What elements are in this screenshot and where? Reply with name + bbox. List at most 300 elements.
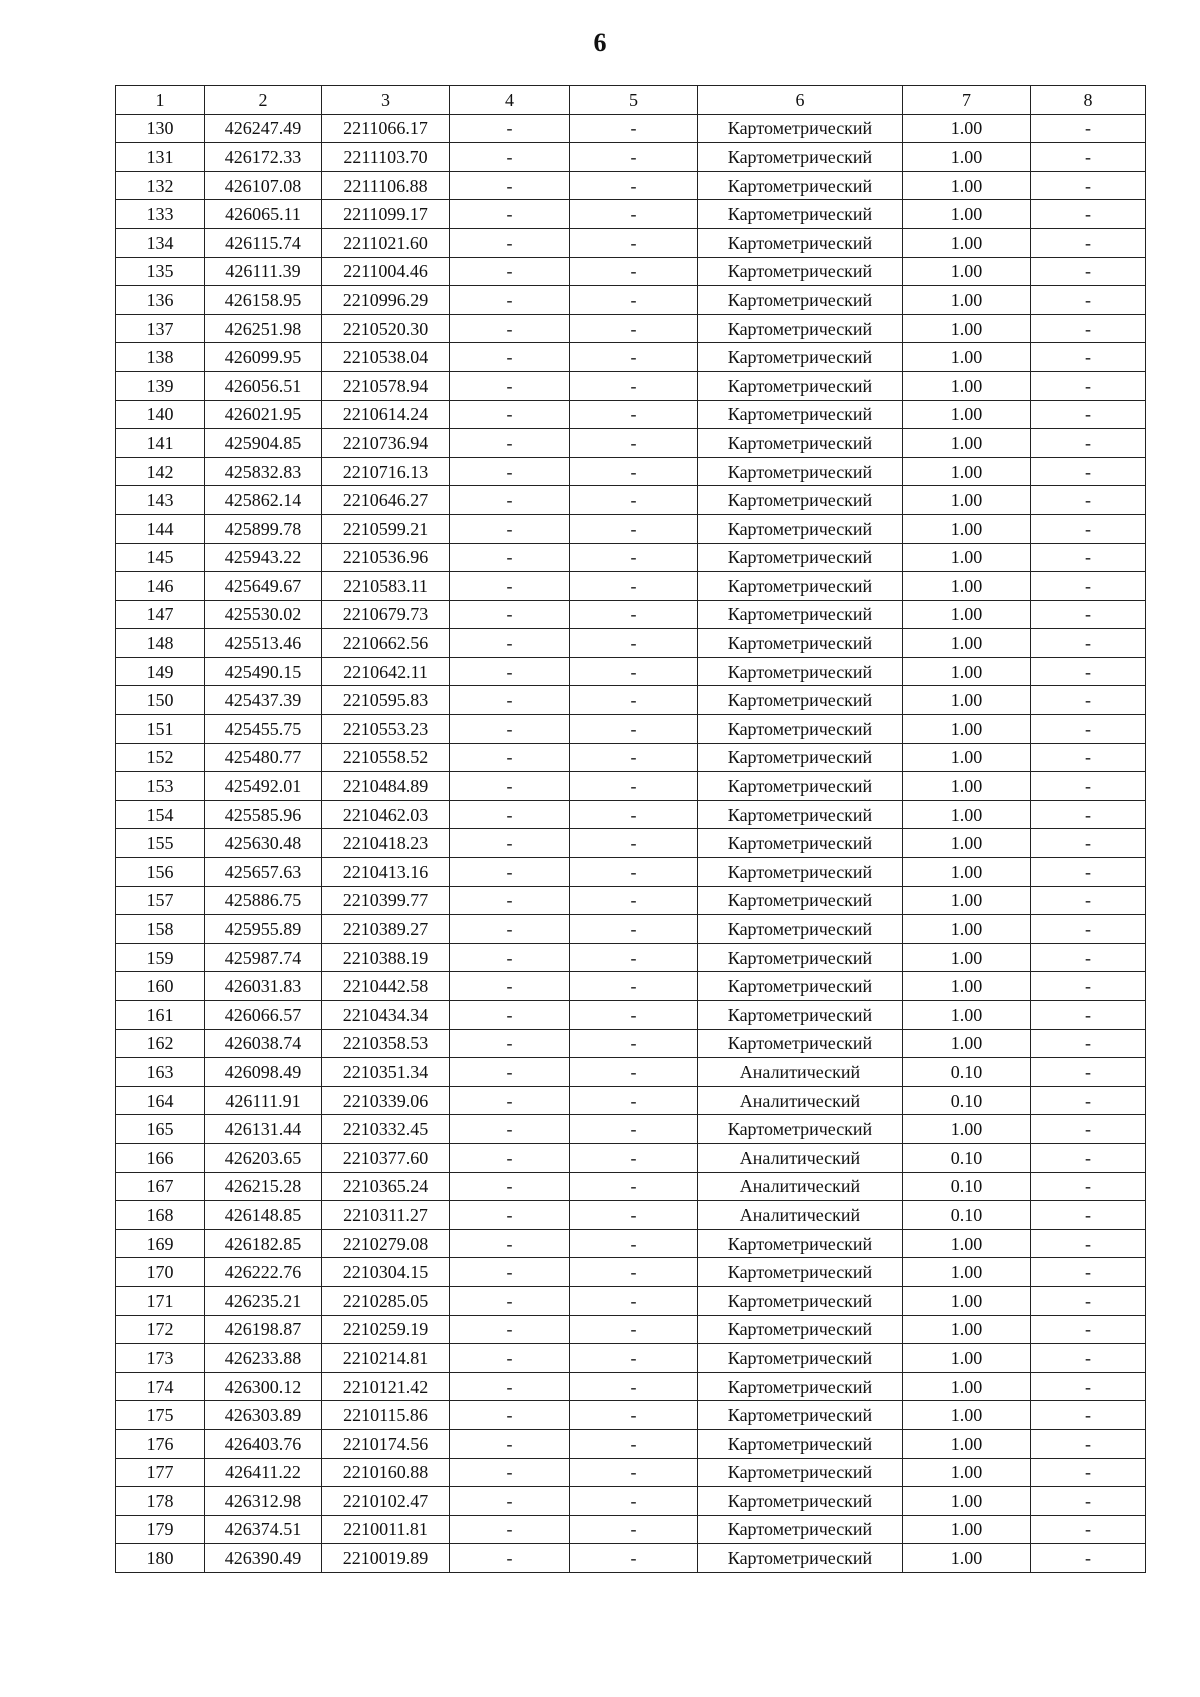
point-number-cell: 165 [116, 1115, 205, 1144]
x-coordinate-cell: 426098.49 [205, 1058, 322, 1087]
point-number-cell: 147 [116, 600, 205, 629]
y-coordinate-cell: 2210583.11 [322, 572, 450, 601]
table-row [116, 1001, 1146, 1030]
x-coordinate-cell: 425455.75 [205, 715, 322, 744]
col8-cell: - [1031, 200, 1146, 229]
table-row [116, 200, 1146, 229]
table-row [116, 915, 1146, 944]
col8-cell: - [1031, 772, 1146, 801]
table-row [116, 686, 1146, 715]
col8-cell: - [1031, 371, 1146, 400]
col8-cell: - [1031, 343, 1146, 372]
x-coordinate-cell: 426251.98 [205, 314, 322, 343]
x-coordinate-cell: 425437.39 [205, 686, 322, 715]
col4-cell: - [450, 171, 570, 200]
coordinates-table [115, 85, 1146, 1573]
col5-cell: - [570, 1229, 698, 1258]
col5-cell: - [570, 1315, 698, 1344]
point-number-cell: 169 [116, 1229, 205, 1258]
point-number-cell: 141 [116, 429, 205, 458]
x-coordinate-cell: 425657.63 [205, 858, 322, 887]
x-coordinate-cell: 425492.01 [205, 772, 322, 801]
col5-cell: - [570, 1086, 698, 1115]
y-coordinate-cell: 2210462.03 [322, 800, 450, 829]
point-number-cell: 133 [116, 200, 205, 229]
x-coordinate-cell: 426303.89 [205, 1401, 322, 1430]
x-coordinate-cell: 425649.67 [205, 572, 322, 601]
method-cell: Картометрический [698, 543, 903, 572]
table-row [116, 1029, 1146, 1058]
point-number-cell: 137 [116, 314, 205, 343]
col4-cell: - [450, 858, 570, 887]
y-coordinate-cell: 2210642.11 [322, 657, 450, 686]
col4-cell: - [450, 1172, 570, 1201]
point-number-cell: 151 [116, 715, 205, 744]
accuracy-cell: 1.00 [903, 1344, 1031, 1373]
y-coordinate-cell: 2211103.70 [322, 143, 450, 172]
x-coordinate-cell: 426056.51 [205, 371, 322, 400]
method-cell: Картометрический [698, 772, 903, 801]
col5-cell: - [570, 629, 698, 658]
method-cell: Картометрический [698, 514, 903, 543]
y-coordinate-cell: 2210279.08 [322, 1229, 450, 1258]
col5-cell: - [570, 972, 698, 1001]
col8-cell: - [1031, 972, 1146, 1001]
col8-cell: - [1031, 314, 1146, 343]
table-row [116, 1115, 1146, 1144]
col8-cell: - [1031, 1487, 1146, 1516]
x-coordinate-cell: 426065.11 [205, 200, 322, 229]
x-coordinate-cell: 425862.14 [205, 486, 322, 515]
col4-cell: - [450, 371, 570, 400]
y-coordinate-cell: 2210358.53 [322, 1029, 450, 1058]
accuracy-cell: 1.00 [903, 228, 1031, 257]
col8-cell: - [1031, 1001, 1146, 1030]
table-row [116, 371, 1146, 400]
accuracy-cell: 1.00 [903, 1544, 1031, 1573]
x-coordinate-cell: 426038.74 [205, 1029, 322, 1058]
col5-cell: - [570, 600, 698, 629]
method-cell: Картометрический [698, 1372, 903, 1401]
method-cell: Картометрический [698, 1029, 903, 1058]
y-coordinate-cell: 2210553.23 [322, 715, 450, 744]
table-row [116, 1172, 1146, 1201]
accuracy-cell: 1.00 [903, 1429, 1031, 1458]
y-coordinate-cell: 2210578.94 [322, 371, 450, 400]
table-row [116, 972, 1146, 1001]
col5-cell: - [570, 886, 698, 915]
col5-cell: - [570, 371, 698, 400]
col8-cell: - [1031, 1029, 1146, 1058]
x-coordinate-cell: 426148.85 [205, 1201, 322, 1230]
accuracy-cell: 1.00 [903, 629, 1031, 658]
table-row [116, 1258, 1146, 1287]
col4-cell: - [450, 1143, 570, 1172]
col4-cell: - [450, 600, 570, 629]
col4-cell: - [450, 1401, 570, 1430]
method-cell: Картометрический [698, 1515, 903, 1544]
x-coordinate-cell: 426182.85 [205, 1229, 322, 1258]
accuracy-cell: 1.00 [903, 915, 1031, 944]
y-coordinate-cell: 2210389.27 [322, 915, 450, 944]
y-coordinate-cell: 2210160.88 [322, 1458, 450, 1487]
point-number-cell: 157 [116, 886, 205, 915]
col4-cell: - [450, 1487, 570, 1516]
col5-cell: - [570, 1544, 698, 1573]
table-row [116, 114, 1146, 143]
table-row [116, 143, 1146, 172]
column-header: 5 [570, 86, 698, 115]
col5-cell: - [570, 171, 698, 200]
accuracy-cell: 1.00 [903, 1372, 1031, 1401]
accuracy-cell: 1.00 [903, 715, 1031, 744]
col4-cell: - [450, 1544, 570, 1573]
method-cell: Картометрический [698, 1429, 903, 1458]
table-row [116, 171, 1146, 200]
method-cell: Картометрический [698, 686, 903, 715]
col4-cell: - [450, 943, 570, 972]
x-coordinate-cell: 426222.76 [205, 1258, 322, 1287]
col5-cell: - [570, 200, 698, 229]
point-number-cell: 152 [116, 743, 205, 772]
table-row [116, 1372, 1146, 1401]
col8-cell: - [1031, 1143, 1146, 1172]
accuracy-cell: 1.00 [903, 343, 1031, 372]
y-coordinate-cell: 2210365.24 [322, 1172, 450, 1201]
point-number-cell: 180 [116, 1544, 205, 1573]
table-row [116, 1058, 1146, 1087]
y-coordinate-cell: 2210662.56 [322, 629, 450, 658]
col5-cell: - [570, 1458, 698, 1487]
table-row [116, 314, 1146, 343]
col8-cell: - [1031, 1429, 1146, 1458]
col8-cell: - [1031, 1544, 1146, 1573]
accuracy-cell: 1.00 [903, 886, 1031, 915]
table-row [116, 715, 1146, 744]
col4-cell: - [450, 915, 570, 944]
col5-cell: - [570, 1029, 698, 1058]
point-number-cell: 174 [116, 1372, 205, 1401]
table-row [116, 286, 1146, 315]
accuracy-cell: 1.00 [903, 1401, 1031, 1430]
method-cell: Картометрический [698, 1258, 903, 1287]
col4-cell: - [450, 1372, 570, 1401]
point-number-cell: 148 [116, 629, 205, 658]
col4-cell: - [450, 200, 570, 229]
y-coordinate-cell: 2210304.15 [322, 1258, 450, 1287]
col8-cell: - [1031, 543, 1146, 572]
accuracy-cell: 1.00 [903, 371, 1031, 400]
method-cell: Картометрический [698, 800, 903, 829]
point-number-cell: 154 [116, 800, 205, 829]
col5-cell: - [570, 143, 698, 172]
point-number-cell: 175 [116, 1401, 205, 1430]
table-row [116, 1286, 1146, 1315]
y-coordinate-cell: 2210716.13 [322, 457, 450, 486]
table-header-row [116, 86, 1146, 115]
col4-cell: - [450, 1086, 570, 1115]
y-coordinate-cell: 2210351.34 [322, 1058, 450, 1087]
col8-cell: - [1031, 514, 1146, 543]
col5-cell: - [570, 829, 698, 858]
col8-cell: - [1031, 1458, 1146, 1487]
accuracy-cell: 1.00 [903, 314, 1031, 343]
point-number-cell: 172 [116, 1315, 205, 1344]
accuracy-cell: 0.10 [903, 1201, 1031, 1230]
x-coordinate-cell: 426107.08 [205, 171, 322, 200]
method-cell: Картометрический [698, 943, 903, 972]
table-row [116, 657, 1146, 686]
y-coordinate-cell: 2210595.83 [322, 686, 450, 715]
x-coordinate-cell: 425513.46 [205, 629, 322, 658]
col5-cell: - [570, 1487, 698, 1516]
col4-cell: - [450, 1115, 570, 1144]
y-coordinate-cell: 2210599.21 [322, 514, 450, 543]
col8-cell: - [1031, 1172, 1146, 1201]
method-cell: Картометрический [698, 1458, 903, 1487]
col8-cell: - [1031, 829, 1146, 858]
x-coordinate-cell: 426300.12 [205, 1372, 322, 1401]
y-coordinate-cell: 2210115.86 [322, 1401, 450, 1430]
col4-cell: - [450, 1058, 570, 1087]
accuracy-cell: 1.00 [903, 543, 1031, 572]
method-cell: Картометрический [698, 486, 903, 515]
col8-cell: - [1031, 657, 1146, 686]
col5-cell: - [570, 1001, 698, 1030]
x-coordinate-cell: 426233.88 [205, 1344, 322, 1373]
column-header: 4 [450, 86, 570, 115]
accuracy-cell: 1.00 [903, 257, 1031, 286]
method-cell: Картометрический [698, 1115, 903, 1144]
point-number-cell: 163 [116, 1058, 205, 1087]
column-header: 7 [903, 86, 1031, 115]
y-coordinate-cell: 2210679.73 [322, 600, 450, 629]
col8-cell: - [1031, 886, 1146, 915]
col8-cell: - [1031, 572, 1146, 601]
table-row [116, 858, 1146, 887]
accuracy-cell: 1.00 [903, 686, 1031, 715]
col4-cell: - [450, 1258, 570, 1287]
accuracy-cell: 1.00 [903, 1115, 1031, 1144]
accuracy-cell: 1.00 [903, 743, 1031, 772]
point-number-cell: 142 [116, 457, 205, 486]
accuracy-cell: 1.00 [903, 572, 1031, 601]
col5-cell: - [570, 800, 698, 829]
y-coordinate-cell: 2210019.89 [322, 1544, 450, 1573]
col4-cell: - [450, 114, 570, 143]
method-cell: Картометрический [698, 1544, 903, 1573]
method-cell: Картометрический [698, 314, 903, 343]
y-coordinate-cell: 2210614.24 [322, 400, 450, 429]
point-number-cell: 132 [116, 171, 205, 200]
col5-cell: - [570, 858, 698, 887]
page-number: 6 [593, 28, 607, 57]
col5-cell: - [570, 686, 698, 715]
col8-cell: - [1031, 600, 1146, 629]
point-number-cell: 146 [116, 572, 205, 601]
col5-cell: - [570, 400, 698, 429]
x-coordinate-cell: 425832.83 [205, 457, 322, 486]
table-row [116, 514, 1146, 543]
table-row [116, 600, 1146, 629]
col4-cell: - [450, 800, 570, 829]
table-row [116, 1229, 1146, 1258]
method-cell: Картометрический [698, 257, 903, 286]
x-coordinate-cell: 426066.57 [205, 1001, 322, 1030]
col8-cell: - [1031, 858, 1146, 887]
y-coordinate-cell: 2211004.46 [322, 257, 450, 286]
col8-cell: - [1031, 800, 1146, 829]
col5-cell: - [570, 943, 698, 972]
point-number-cell: 167 [116, 1172, 205, 1201]
table-row [116, 457, 1146, 486]
x-coordinate-cell: 425630.48 [205, 829, 322, 858]
x-coordinate-cell: 425955.89 [205, 915, 322, 944]
col5-cell: - [570, 743, 698, 772]
col5-cell: - [570, 1429, 698, 1458]
accuracy-cell: 1.00 [903, 829, 1031, 858]
x-coordinate-cell: 426111.39 [205, 257, 322, 286]
col5-cell: - [570, 257, 698, 286]
col4-cell: - [450, 314, 570, 343]
col4-cell: - [450, 629, 570, 658]
y-coordinate-cell: 2210377.60 [322, 1143, 450, 1172]
method-cell: Картометрический [698, 1344, 903, 1373]
point-number-cell: 149 [116, 657, 205, 686]
accuracy-cell: 1.00 [903, 772, 1031, 801]
x-coordinate-cell: 426131.44 [205, 1115, 322, 1144]
method-cell: Картометрический [698, 629, 903, 658]
method-cell: Картометрический [698, 286, 903, 315]
point-number-cell: 150 [116, 686, 205, 715]
method-cell: Картометрический [698, 1487, 903, 1516]
accuracy-cell: 1.00 [903, 600, 1031, 629]
x-coordinate-cell: 425490.15 [205, 657, 322, 686]
column-header: 1 [116, 86, 205, 115]
table-row [116, 572, 1146, 601]
col4-cell: - [450, 1515, 570, 1544]
col5-cell: - [570, 1401, 698, 1430]
x-coordinate-cell: 426021.95 [205, 400, 322, 429]
accuracy-cell: 1.00 [903, 657, 1031, 686]
accuracy-cell: 1.00 [903, 457, 1031, 486]
col8-cell: - [1031, 943, 1146, 972]
y-coordinate-cell: 2210434.34 [322, 1001, 450, 1030]
y-coordinate-cell: 2210011.81 [322, 1515, 450, 1544]
accuracy-cell: 1.00 [903, 1315, 1031, 1344]
method-cell: Картометрический [698, 200, 903, 229]
method-cell: Картометрический [698, 972, 903, 1001]
col4-cell: - [450, 486, 570, 515]
x-coordinate-cell: 426411.22 [205, 1458, 322, 1487]
point-number-cell: 155 [116, 829, 205, 858]
point-number-cell: 177 [116, 1458, 205, 1487]
x-coordinate-cell: 426235.21 [205, 1286, 322, 1315]
point-number-cell: 135 [116, 257, 205, 286]
y-coordinate-cell: 2210399.77 [322, 886, 450, 915]
col5-cell: - [570, 1201, 698, 1230]
point-number-cell: 140 [116, 400, 205, 429]
table-row [116, 228, 1146, 257]
method-cell: Картометрический [698, 371, 903, 400]
col8-cell: - [1031, 1229, 1146, 1258]
y-coordinate-cell: 2210332.45 [322, 1115, 450, 1144]
col5-cell: - [570, 286, 698, 315]
col5-cell: - [570, 457, 698, 486]
method-cell: Картометрический [698, 400, 903, 429]
accuracy-cell: 1.00 [903, 286, 1031, 315]
point-number-cell: 176 [116, 1429, 205, 1458]
col4-cell: - [450, 715, 570, 744]
point-number-cell: 156 [116, 858, 205, 887]
col8-cell: - [1031, 1515, 1146, 1544]
col4-cell: - [450, 743, 570, 772]
y-coordinate-cell: 2210520.30 [322, 314, 450, 343]
x-coordinate-cell: 425585.96 [205, 800, 322, 829]
col5-cell: - [570, 1172, 698, 1201]
col8-cell: - [1031, 228, 1146, 257]
accuracy-cell: 1.00 [903, 400, 1031, 429]
table-row [116, 1143, 1146, 1172]
y-coordinate-cell: 2211106.88 [322, 171, 450, 200]
method-cell: Картометрический [698, 829, 903, 858]
x-coordinate-cell: 426312.98 [205, 1487, 322, 1516]
point-number-cell: 166 [116, 1143, 205, 1172]
col4-cell: - [450, 1286, 570, 1315]
accuracy-cell: 1.00 [903, 1229, 1031, 1258]
col4-cell: - [450, 457, 570, 486]
col5-cell: - [570, 1115, 698, 1144]
method-cell: Картометрический [698, 171, 903, 200]
x-coordinate-cell: 426390.49 [205, 1544, 322, 1573]
x-coordinate-cell: 425886.75 [205, 886, 322, 915]
y-coordinate-cell: 2210536.96 [322, 543, 450, 572]
col4-cell: - [450, 972, 570, 1001]
col5-cell: - [570, 514, 698, 543]
y-coordinate-cell: 2210418.23 [322, 829, 450, 858]
table-row [116, 400, 1146, 429]
method-cell: Картометрический [698, 1001, 903, 1030]
col4-cell: - [450, 228, 570, 257]
col8-cell: - [1031, 257, 1146, 286]
point-number-cell: 164 [116, 1086, 205, 1115]
col5-cell: - [570, 314, 698, 343]
col4-cell: - [450, 286, 570, 315]
y-coordinate-cell: 2211099.17 [322, 200, 450, 229]
point-number-cell: 139 [116, 371, 205, 400]
x-coordinate-cell: 425899.78 [205, 514, 322, 543]
col4-cell: - [450, 257, 570, 286]
accuracy-cell: 1.00 [903, 1029, 1031, 1058]
accuracy-cell: 1.00 [903, 200, 1031, 229]
accuracy-cell: 1.00 [903, 171, 1031, 200]
x-coordinate-cell: 425480.77 [205, 743, 322, 772]
point-number-cell: 136 [116, 286, 205, 315]
col4-cell: - [450, 572, 570, 601]
table-row [116, 829, 1146, 858]
method-cell: Картометрический [698, 1229, 903, 1258]
col4-cell: - [450, 1315, 570, 1344]
col4-cell: - [450, 829, 570, 858]
col8-cell: - [1031, 1315, 1146, 1344]
accuracy-cell: 1.00 [903, 114, 1031, 143]
table-row [116, 1201, 1146, 1230]
y-coordinate-cell: 2210285.05 [322, 1286, 450, 1315]
method-cell: Картометрический [698, 457, 903, 486]
col8-cell: - [1031, 457, 1146, 486]
col8-cell: - [1031, 114, 1146, 143]
col8-cell: - [1031, 1344, 1146, 1373]
